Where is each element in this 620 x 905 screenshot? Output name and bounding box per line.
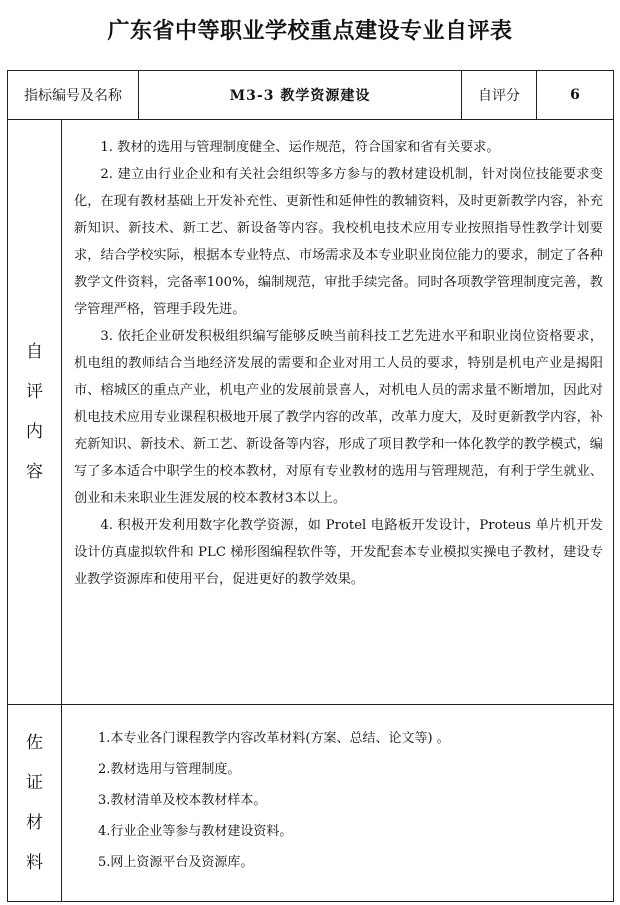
evidence-label-char: 佐 [26,733,43,753]
evidence-row [8,705,614,902]
evidence-item: 3.教材清单及校本教材样本。 [98,793,267,808]
evidence-label-cell [8,705,62,902]
header-row [8,71,614,120]
self-eval-paragraph: 2. 建立由行业企业和有关社会组织等多方参与的教材建设机制，针对岗位技能要求变化，在现有教材基础上开发补充性、更新性和延伸性的教辅资料，及时更新教学内容，补充新知识、新技术、新工艺、新设备等内容。我校机电技术应用专业按照指导性教学计划要求，结合学校实际，根据本专业特点、市场需求及本专业职业岗位能力的要求，制定了各种教学文件资料，完备率100%，编制规范，审批手续完备。同时各项教学管理制度完善，教学管理严格，管理手段先进。 [74,167,603,317]
self-eval-paragraph: 3. 依托企业研发积极组织编写能够反映当前科技工艺先进水平和职业岗位资格要求，机电组的教师结合当地经济发展的需要和企业对用工人员的要求，特别是机电产业是揭阳市、榕城区的重点产业，机电产业的发展前景喜人，对机电人员的需求量不断增加，因此对机电技术应用专业课程积极地开展了教学内容的改革，改革力度大，及时更新教学内容，补充新知识、新技术、新工艺、新设备等内容，形成了项目教学和一体化教学的教学模式，编写了多本适合中职学生的校本教材，对原有专业教材的选用与管理规范，有利于学生就业、创业和未来职业生涯发展的校本教材3本以上。 [74,329,603,506]
evidence-label-char: 料 [26,853,43,873]
evidence-item: 2.教材选用与管理制度。 [98,762,241,777]
self-eval-paragraph: 1. 教材的选用与管理制度健全、运作规范，符合国家和省有关要求。 [100,140,500,155]
page-title: 广东省中等职业学校重点建设专业自评表 [107,19,513,44]
score-label-cell: 自评分 [462,71,537,120]
self-eval-paragraph: 4. 积极开发利用数字化教学资源，如 Protel 电路板开发设计，Proteus 单片机开发设计仿真虚拟软件和 PLC 梯形图编程软件等，开发配套本专业模拟实操电子教材，建设专业教学资源库和使用平台，促进更好的教学效果。 [74,518,603,587]
self-eval-row [8,120,614,705]
score-value-cell: 6 [537,71,614,120]
self-eval-label-cell [8,120,62,705]
self-eval-label-char: 容 [26,462,43,482]
evidence-content-cell [62,705,614,902]
evidence-item: 4.行业企业等参与教材建设资料。 [98,824,293,839]
evidence-item: 5.网上资源平台及资源库。 [98,855,254,870]
evidence-item: 1.本专业各门课程教学内容改革材料(方案、总结、论文等) 。 [98,731,450,746]
evidence-label-char: 证 [26,773,43,793]
self-eval-label-char: 自 [26,342,43,362]
indicator-value-cell: M3-3 教学资源建设 [139,71,462,120]
evidence-label-char: 材 [26,813,43,833]
self-eval-content-cell [62,120,614,705]
self-eval-label-char: 评 [26,382,43,402]
evaluation-form-table [7,70,614,902]
self-eval-label-char: 内 [26,422,43,442]
indicator-label-cell: 指标编号及名称 [8,71,139,120]
